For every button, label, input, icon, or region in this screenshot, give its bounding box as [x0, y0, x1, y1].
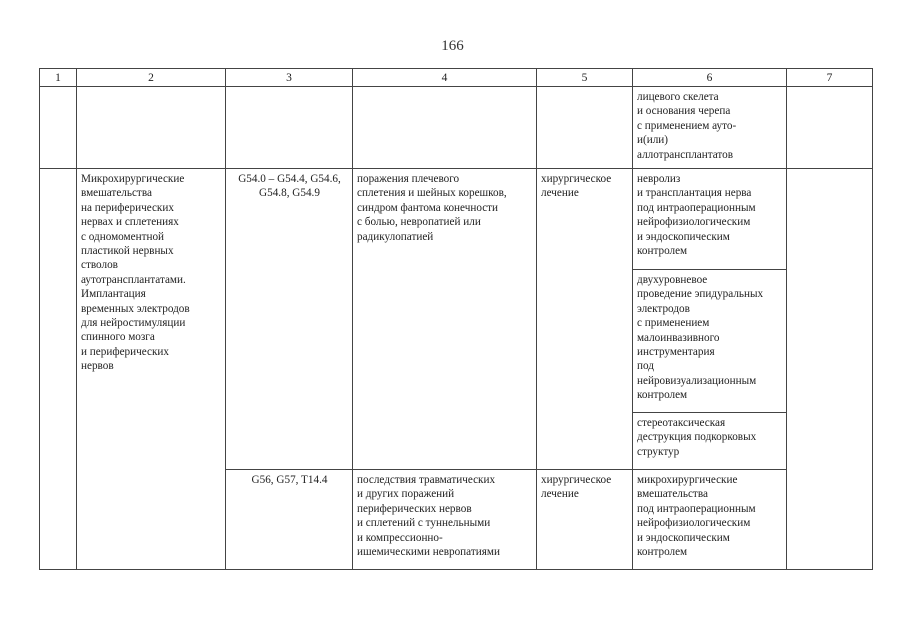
column-header-5: 5 [537, 69, 633, 87]
intervention-line: вмешательства [81, 187, 152, 200]
medical-care-table [39, 68, 873, 570]
column-header-6: 6 [633, 69, 787, 87]
intervention-line: для нейростимуляции [81, 317, 186, 330]
intervention-line: Имплантация [81, 288, 146, 301]
method-line: структур [637, 445, 680, 458]
icd-codes-cell [226, 169, 353, 470]
intervention-line: нервах и сплетениях [81, 216, 179, 229]
method-line: нейровизуализационным [637, 374, 757, 387]
intervention-line: Микрохирургические [81, 173, 185, 185]
diagnosis-line: поражения плечевого [357, 173, 460, 185]
cont-method-line: с применением ауто- [637, 119, 737, 132]
cont-method-line: аллотрансплантатов [637, 148, 734, 161]
diagnosis-line: ишемическими невропатиями [357, 546, 500, 559]
cont-col3-cell [226, 87, 353, 169]
treatment-type-cell [537, 169, 633, 470]
column-header-4: 4 [353, 69, 537, 87]
treatment-type-line: лечение [541, 488, 579, 501]
method-line: электродов [637, 302, 690, 315]
diagnosis-line: радикулопатией [357, 230, 434, 243]
method-line: микрохирургические [637, 474, 738, 486]
column-header-2: 2 [77, 69, 226, 87]
diagnosis-cell [353, 169, 537, 470]
method-line: под [637, 360, 654, 373]
method-line: инструментария [637, 346, 715, 359]
method-line: двухуровневое [637, 274, 708, 286]
column-header-1: 1 [40, 69, 77, 87]
cont-col5-cell [537, 87, 633, 169]
treatment-type-line: хирургическое [541, 173, 612, 185]
cont-method-line: и(или) [637, 134, 668, 147]
intervention-line: на периферических [81, 201, 174, 214]
diagnosis-line: синдром фантома конечности [357, 201, 499, 214]
intervention-line: и периферических [81, 345, 169, 358]
diagnosis-line: сплетения и шейных корешков, [357, 187, 507, 200]
cont-method-line: и основания черепа [637, 105, 731, 118]
cont-col2-cell [77, 87, 226, 169]
main-col7-cell [787, 169, 873, 570]
method-line: под интраоперационным [637, 201, 756, 214]
method-line: контролем [637, 546, 688, 559]
cont-col4-cell [353, 87, 537, 169]
method-1-cell [633, 169, 787, 270]
method-line: нейрофизиологическим [637, 216, 751, 229]
diagnosis-line: с болью, невропатией или [357, 216, 481, 229]
method-line: с применением [637, 317, 710, 330]
sub-treatment-type-cell [537, 470, 633, 570]
method-line: нейрофизиологическим [637, 517, 751, 530]
main-col1-cell [40, 169, 77, 570]
method-line: малоинвазивного [637, 331, 720, 344]
method-line: контролем [637, 245, 688, 258]
sub-method-cell [633, 470, 787, 570]
method-line: стереотаксическая [637, 417, 726, 429]
diagnosis-line: и сплетений с туннельными [357, 517, 491, 530]
continuation-row [40, 87, 873, 169]
column-number-row [40, 69, 873, 87]
intervention-name-cell [77, 169, 226, 570]
method-3-cell [633, 413, 787, 470]
method-line: деструкция подкорковых [637, 431, 757, 444]
icd-code-line: G54.0 – G54.4, G54.6, [238, 173, 341, 185]
diagnosis-line: последствия травматических [357, 474, 496, 486]
sub-icd-codes-cell [226, 470, 353, 570]
sub-diagnosis-cell [353, 470, 537, 570]
treatment-type-line: лечение [541, 187, 579, 200]
intervention-line: стволов [81, 259, 118, 272]
cont-method-cell [633, 87, 787, 169]
method-line: и эндоскопическим [637, 230, 730, 243]
column-header-7: 7 [787, 69, 873, 87]
cont-method-line: лицевого скелета [637, 91, 719, 103]
intervention-line: пластикой нервных [81, 245, 174, 258]
diagnosis-line: и других поражений [357, 488, 455, 501]
method-line: невролиз [637, 173, 681, 185]
intervention-line: аутотрансплантатами. [81, 273, 186, 286]
method-line: проведение эпидуральных [637, 288, 764, 301]
cont-col1-cell [40, 87, 77, 169]
icd-code-line: G54.8, G54.9 [259, 187, 320, 200]
method-line: контролем [637, 389, 688, 402]
method-line: и трансплантация нерва [637, 187, 752, 200]
diagnosis-line: и компрессионно- [357, 531, 443, 544]
method-line: под интраоперационным [637, 502, 756, 515]
diagnosis-line: периферических нервов [357, 502, 472, 515]
method-line: вмешательства [637, 488, 708, 501]
intervention-line: спинного мозга [81, 331, 155, 344]
intervention-line: с одномоментной [81, 230, 165, 243]
icd-code-line: G56, G57, T14.4 [251, 474, 328, 486]
method-line: и эндоскопическим [637, 531, 730, 544]
main-row-method-1 [40, 169, 873, 270]
method-2-cell [633, 270, 787, 413]
intervention-line: нервов [81, 360, 114, 373]
intervention-line: временных электродов [81, 302, 190, 315]
page-number: 166 [441, 38, 464, 54]
treatment-type-line: хирургическое [541, 474, 612, 486]
cont-col7-cell [787, 87, 873, 169]
column-header-3: 3 [226, 69, 353, 87]
